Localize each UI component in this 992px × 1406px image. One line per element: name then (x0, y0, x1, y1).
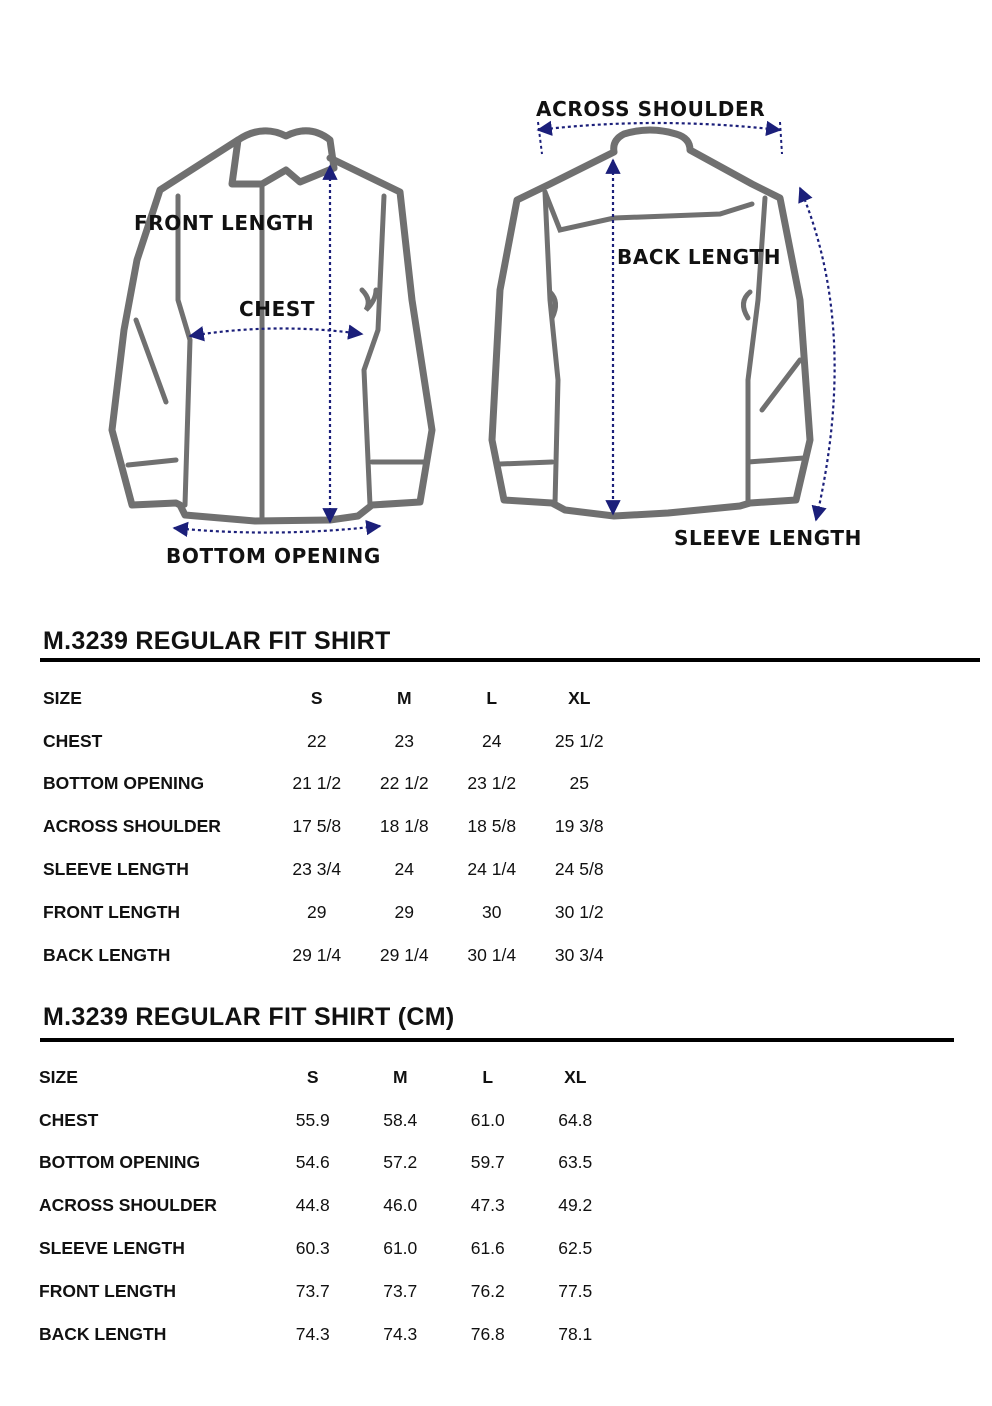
size-s-header: S (306, 1066, 319, 1087)
chest-label: CHEST (239, 297, 316, 321)
inch-table-title: M.3239 REGULAR FIT SHIRT (43, 627, 391, 655)
table-header-row (39, 1056, 619, 1099)
size-header: SIZE (39, 1066, 78, 1087)
row-label: BOTTOM OPENING (43, 773, 205, 794)
table-cell: 22 (307, 730, 327, 751)
front-length-label: FRONT LENGTH (134, 211, 315, 235)
row-label: FRONT LENGTH (43, 901, 181, 922)
table-cell: 29 (307, 901, 327, 922)
table-cell: 62.5 (558, 1238, 593, 1259)
back-shirt-illustration (492, 130, 810, 516)
table-cell: 23 1/2 (467, 773, 517, 794)
bottom-opening-label: BOTTOM OPENING (166, 544, 381, 568)
table-cell: 30 1/4 (467, 944, 517, 965)
row-label: BACK LENGTH (39, 1323, 167, 1344)
size-xl-header: XL (564, 1066, 587, 1087)
cm-table-rule (40, 1038, 954, 1042)
table-cell: 30 1/2 (554, 901, 604, 922)
table-row (39, 1099, 619, 1142)
table-cell: 46.0 (383, 1195, 418, 1216)
table-cell: 29 1/4 (379, 944, 429, 965)
table-row (39, 1142, 619, 1185)
across-shoulder-label: ACROSS SHOULDER (536, 97, 766, 121)
table-row (43, 848, 623, 891)
size-s-header: S (310, 687, 323, 708)
inch-table (43, 677, 623, 977)
size-header: SIZE (43, 687, 82, 708)
table-cell: 23 (394, 730, 414, 751)
front-shirt-illustration (112, 131, 432, 521)
table-cell: 61.0 (383, 1238, 418, 1259)
table-cell: 77.5 (558, 1280, 593, 1301)
row-label: BOTTOM OPENING (39, 1152, 201, 1173)
size-xl-header: XL (568, 687, 591, 708)
table-cell: 24 (482, 730, 502, 751)
chest-measure (190, 328, 362, 336)
table-row (43, 891, 623, 934)
table-cell: 25 1/2 (554, 730, 604, 751)
table-cell: 44.8 (295, 1195, 330, 1216)
row-label: ACROSS SHOULDER (39, 1195, 217, 1216)
row-label: CHEST (43, 730, 103, 751)
table-cell: 54.6 (295, 1152, 330, 1173)
table-cell: 76.2 (470, 1280, 505, 1301)
table-cell: 55.9 (295, 1109, 330, 1130)
table-header-row (43, 677, 623, 720)
table-cell: 58.4 (383, 1109, 418, 1130)
table-cell: 18 5/8 (467, 816, 517, 837)
table-cell: 30 (482, 901, 502, 922)
table-cell: 24 5/8 (554, 859, 604, 880)
table-cell: 74.3 (295, 1323, 330, 1344)
table-row (43, 934, 623, 977)
measurement-diagram (0, 0, 992, 600)
table-cell: 24 (394, 859, 414, 880)
row-label: CHEST (39, 1109, 99, 1130)
size-m-header: M (392, 1066, 408, 1087)
table-cell: 60.3 (295, 1238, 330, 1259)
table-row (39, 1184, 619, 1227)
table-cell: 64.8 (558, 1109, 593, 1130)
row-label: SLEEVE LENGTH (39, 1238, 185, 1259)
table-row (43, 720, 623, 763)
table-row (39, 1227, 619, 1270)
table-row (39, 1313, 619, 1356)
table-cell: 23 3/4 (292, 859, 342, 880)
size-l-header: L (486, 687, 498, 708)
table-cell: 29 (394, 901, 414, 922)
table-cell: 57.2 (383, 1152, 418, 1173)
table-cell: 25 (569, 773, 589, 794)
table-cell: 74.3 (383, 1323, 418, 1344)
table-cell: 29 1/4 (292, 944, 342, 965)
table-cell: 63.5 (558, 1152, 593, 1173)
size-m-header: M (396, 687, 412, 708)
table-cell: 49.2 (558, 1195, 593, 1216)
bottom-opening-measure (174, 526, 380, 533)
back-length-label: BACK LENGTH (617, 245, 782, 269)
table-cell: 59.7 (470, 1152, 505, 1173)
table-row (43, 763, 623, 806)
sleeve-length-label: SLEEVE LENGTH (674, 526, 862, 550)
row-label: SLEEVE LENGTH (43, 859, 189, 880)
table-cell: 47.3 (470, 1195, 505, 1216)
cm-table (39, 1056, 619, 1356)
table-cell: 73.7 (295, 1280, 330, 1301)
table-cell: 73.7 (383, 1280, 418, 1301)
inch-table-rule (40, 658, 980, 662)
table-cell: 61.6 (470, 1238, 505, 1259)
table-cell: 78.1 (558, 1323, 593, 1344)
table-cell: 61.0 (470, 1109, 505, 1130)
table-row (43, 805, 623, 848)
table-cell: 30 3/4 (554, 944, 604, 965)
cm-table-title: M.3239 REGULAR FIT SHIRT (CM) (43, 1003, 455, 1031)
table-cell: 22 1/2 (379, 773, 429, 794)
table-cell: 21 1/2 (292, 773, 342, 794)
size-l-header: L (482, 1066, 494, 1087)
row-label: ACROSS SHOULDER (43, 816, 221, 837)
row-label: BACK LENGTH (43, 944, 171, 965)
row-label: FRONT LENGTH (39, 1280, 177, 1301)
table-cell: 24 1/4 (467, 859, 517, 880)
table-cell: 19 3/8 (554, 816, 604, 837)
table-cell: 76.8 (470, 1323, 505, 1344)
table-cell: 17 5/8 (292, 816, 342, 837)
across-shoulder-measure (538, 122, 782, 154)
table-row (39, 1270, 619, 1313)
table-cell: 18 1/8 (379, 816, 429, 837)
